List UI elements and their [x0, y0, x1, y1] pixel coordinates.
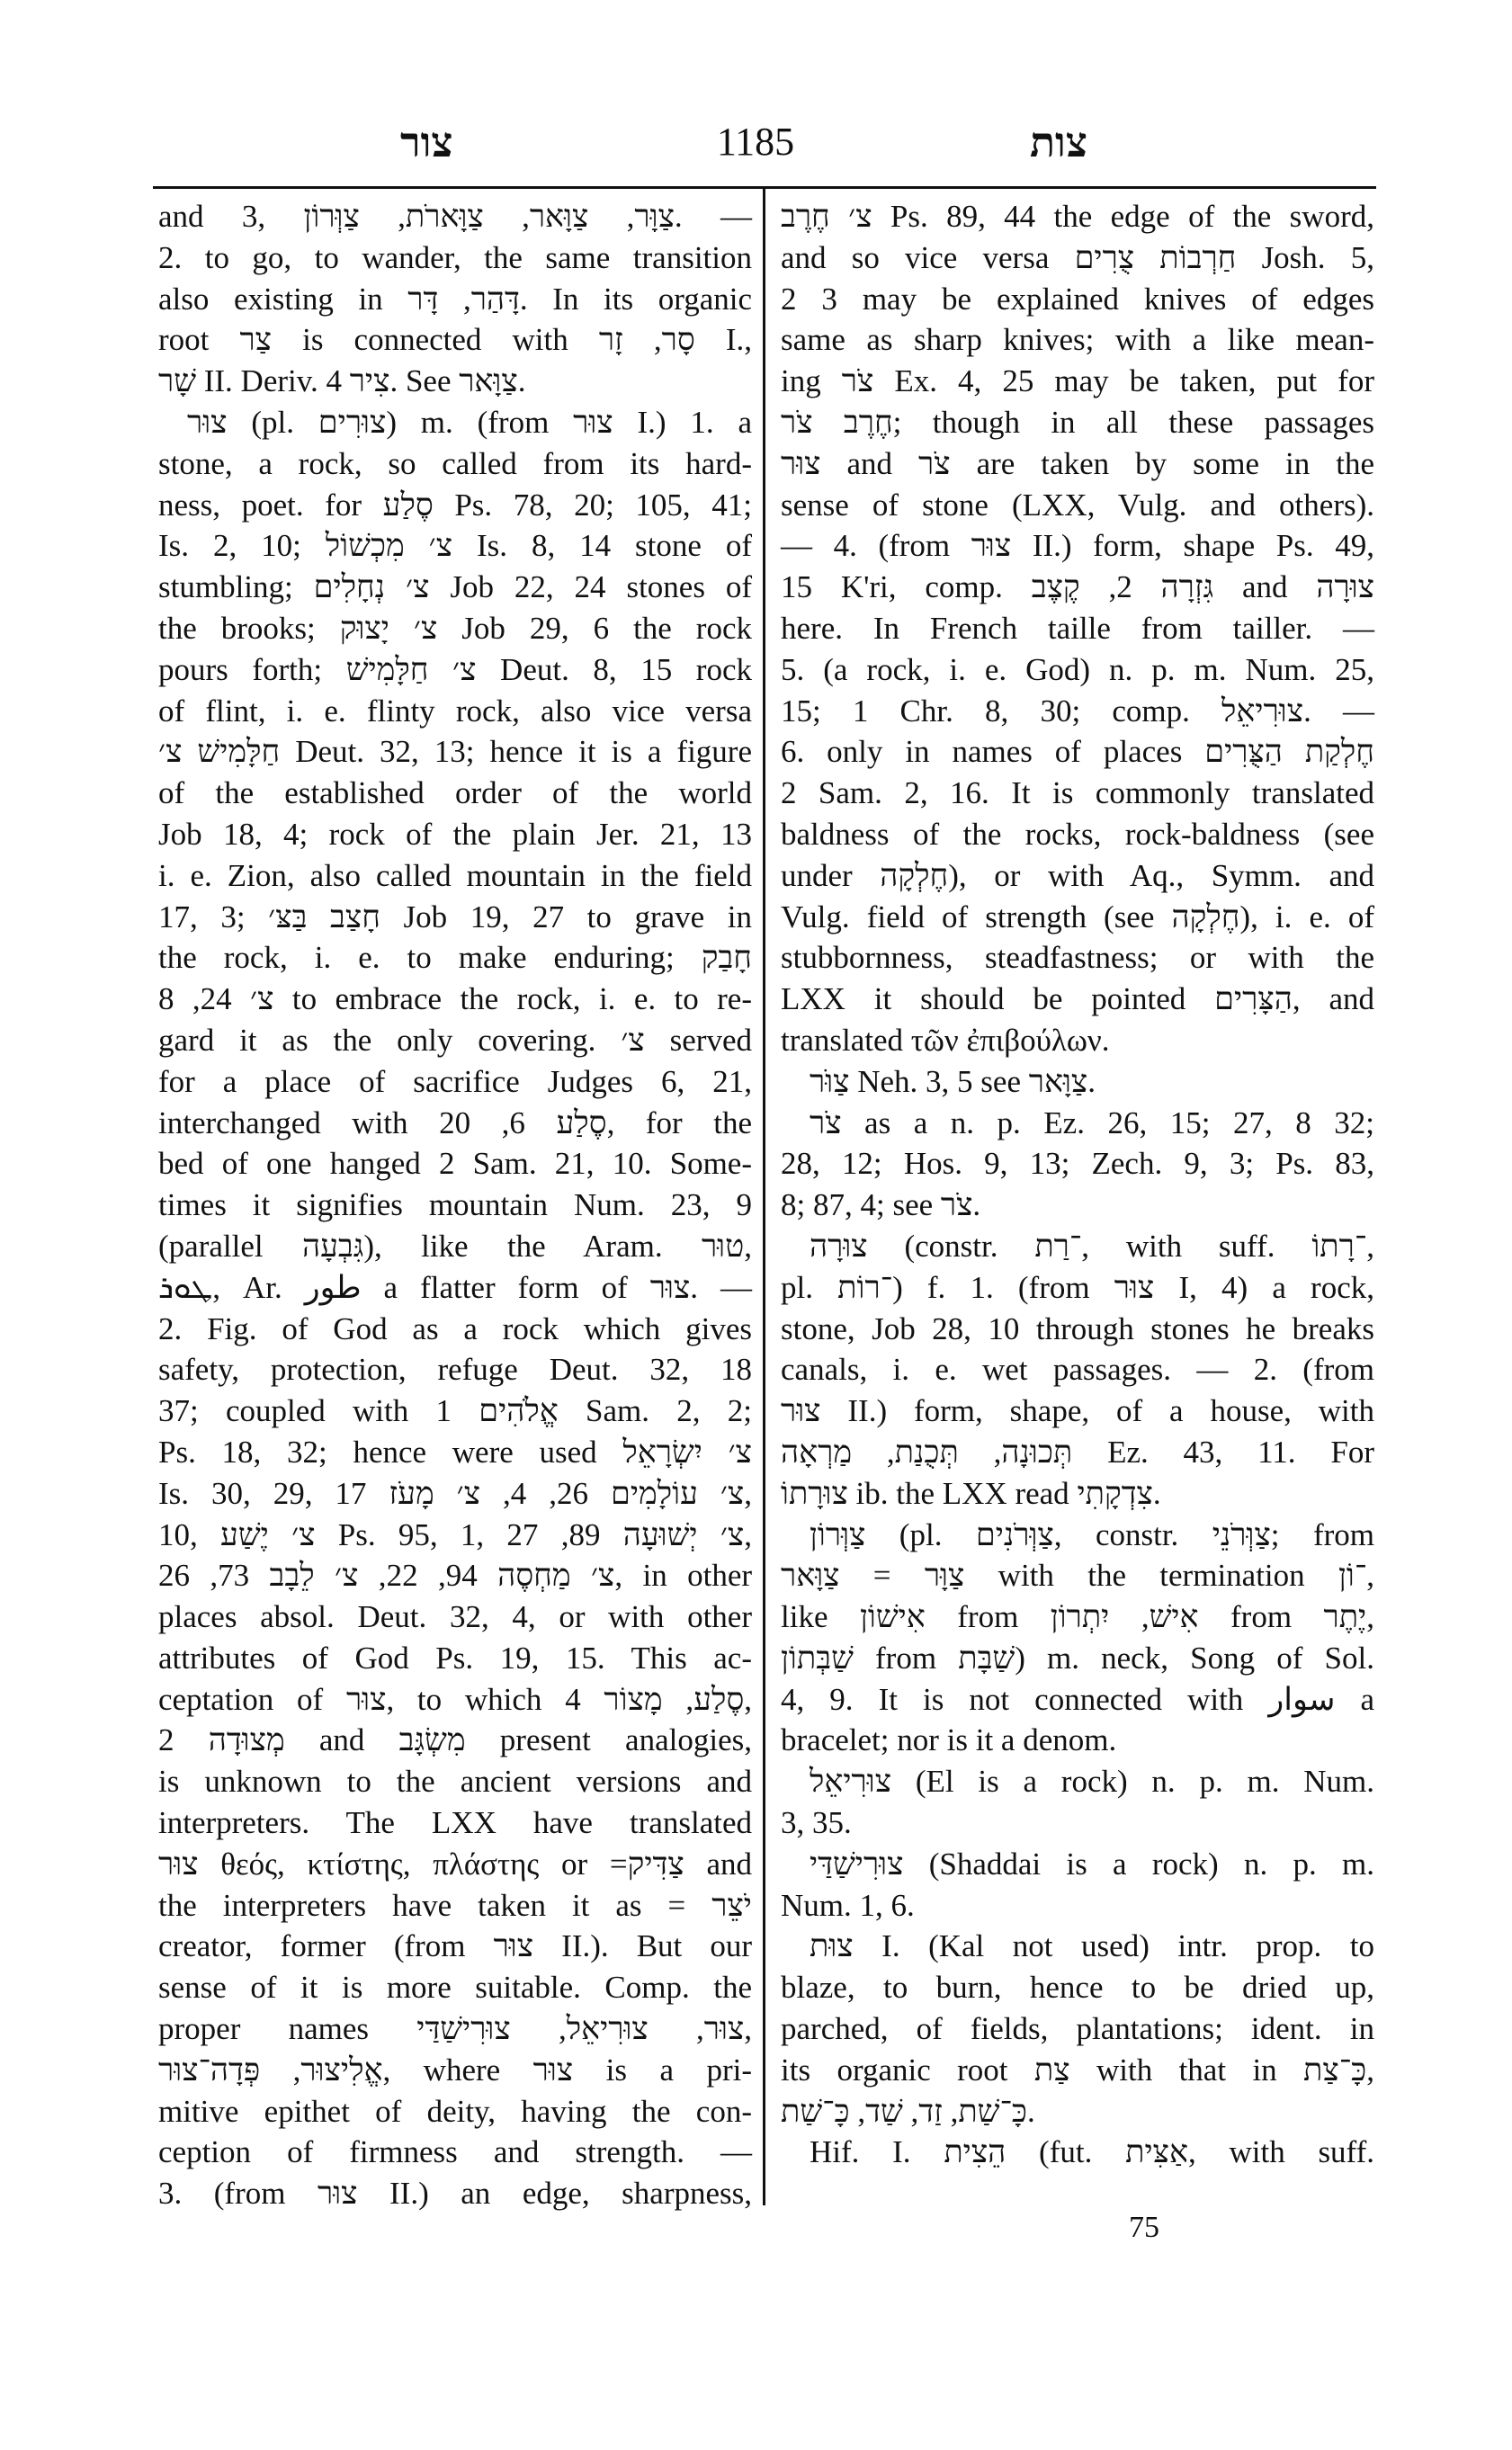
text-line: and so vice versa חַרְבוֹת צֻרִים Josh. 5, [781, 239, 1374, 275]
text-line: צוּר and צֹר are taken by some in the [781, 445, 1374, 481]
text-line: pl. ־רוֹת) f. 1. (from צוּר I, 4) a rock, [781, 1269, 1374, 1305]
text-line: חֶרֶב צֹר; though in all these passages [781, 404, 1374, 440]
text-line: 2 3 may be explained knives of edges [781, 281, 1374, 317]
text-line: מְצוּדָה 2 and מִשְׂגָּב present analogies, [158, 1722, 752, 1758]
text-line: 37; coupled with אֱלֹהִים 1 Sam. 2, 2; [158, 1393, 752, 1429]
text-line: כָּ־שַׁת, זַד, שַׁד, כָּ־שַׁת. [781, 2093, 1035, 2129]
page-number: 1185 [716, 120, 795, 164]
text-line: צוּת I. (Kal not used) intr. prop. to [810, 1928, 1374, 1964]
text-line: mitive epithet of deity, having the con- [158, 2093, 752, 2129]
text-line: צַוָּר = צַוָּאר with the termination ־וֹן, [781, 1558, 1374, 1594]
text-line: stumbling; צ׳ נְחָלִים Job 22, 24 stones of [158, 569, 753, 605]
text-line: צוּר θεός, κτίστης, πλάστης or =צַדִּיק and [158, 1846, 752, 1882]
text-line: stone, Job 28, 10 through stones he breaks [781, 1310, 1374, 1346]
text-line: creator, former (from צוּר II.). But our [158, 1928, 752, 1964]
text-line: ܛܘܪ, Ar. طور a flatter form of צוּר. — [158, 1269, 752, 1305]
text-line: places absol. Deut. 32, 4, or with other [158, 1599, 752, 1635]
text-line: אֱלִיצוּר, פְּדָה־צוּר, where צוּר is a pri- [158, 2052, 752, 2088]
running-head-left-word: צור [400, 118, 453, 166]
text-line: the rock, i. e. to make enduring; חָבַק [158, 940, 752, 976]
text-line: צוּר (pl. צוּרִים) m. (from צוּר I.) 1. a [187, 404, 752, 440]
text-line: same as sharp knives; with a like mean- [781, 322, 1374, 358]
text-line: translated τῶν ἐπιβούλων. [781, 1022, 1110, 1058]
text-line: 17, 3; חָצַב בַּצּ׳ Job 19, 27 to grave in [158, 899, 752, 934]
text-line: parched, of fields, plantations; ident. in [781, 2011, 1374, 2047]
text-line: Is. 2, 10; צ׳ מִכְשׁוֹל Is. 8, 14 stone of [158, 528, 752, 564]
text-line: 5. (a rock, i. e. God) n. p. m. Num. 25, [781, 651, 1374, 687]
text-line: 28, 12; Hos. 9, 13; Zech. 9, 3; Ps. 83, [781, 1146, 1374, 1182]
text-line: is unknown to the ancient versions and [158, 1764, 752, 1800]
text-line: Hif. I. הֵצִית (fut. אַצִּית, with suff. [810, 2134, 1374, 2170]
text-line: of flint, i. e. flinty rock, also vice versa [158, 693, 752, 729]
text-line: pours forth; צ׳ חַלָּמִישׁ Deut. 8, 15 rock [158, 651, 752, 687]
text-line: stone, a rock, so called from its hard- [158, 445, 752, 481]
text-line: interpreters. The LXX have translated [158, 1805, 752, 1841]
text-line: 2. to go, to wander, the same transition [158, 239, 752, 275]
text-line: ception of firmness and strength. — [158, 2134, 752, 2170]
text-line: the brooks; צ׳ יָצוּק Job 29, 6 the rock [158, 610, 752, 646]
signature-mark: 75 [1129, 2211, 1159, 2244]
text-line: צוּר II.) form, shape, of a house, with [781, 1393, 1374, 1429]
text-line: 2 Sam. 2, 16. It is commonly translated [781, 775, 1374, 811]
text-line: צוּרָה (constr. ־רַת, with suff. ־רָתוֹ, [810, 1228, 1374, 1264]
text-line: and 3, צַוָּר, צַוָּאר, צַוָּארֹת, צַוְּרוֹן. — [158, 199, 752, 234]
text-line: ceptation of צוּר, to which סֶלַע, מָצוֹר 4, [158, 1681, 752, 1717]
text-line: sense of stone (LXX, Vulg. and others). [781, 487, 1374, 523]
text-line: here. In French taille from tailler. — [781, 610, 1374, 646]
left-column [158, 196, 752, 2214]
text-line: 4, 9. It is not connected with سوار a [781, 1681, 1374, 1717]
text-line: under חֶלְקָה), or with Aq., Symm. and [781, 857, 1374, 893]
text-line: 2. Fig. of God as a rock which gives [158, 1310, 752, 1346]
right-column [781, 196, 1374, 2173]
text-line: times it signifies mountain Num. 23, 9 [158, 1187, 752, 1223]
column-divider [763, 186, 765, 2205]
text-line: bed of one hanged 2 Sam. 21, 10. Some- [158, 1146, 752, 1182]
text-line: 15; 1 Chr. 8, 30; comp. צוּרִיאֵל. — [781, 693, 1374, 729]
text-line: צַוֹּר Neh. 3, 5 see צַוָּאר. [810, 1063, 1096, 1099]
text-line: צוּרִיאֵל (El is a rock) n. p. m. Num. [810, 1764, 1374, 1800]
text-line: Num. 1, 6. [781, 1887, 915, 1923]
text-line: 6. only in names of places חֶלְקַת הַצֻּרִים [781, 734, 1374, 770]
text-line: canals, i. e. wet passages. — 2. (from [781, 1352, 1374, 1388]
text-line: the interpreters have taken it as = יֹצֵר [158, 1887, 752, 1923]
text-line: צ׳ חֶרֶב Ps. 89, 44 the edge of the sword, [781, 199, 1374, 234]
running-head-right-word: צות [1030, 118, 1087, 166]
text-line: 15 K'ri, comp. גִּזְרָה 2, קֶצֶב and צוּרָה [781, 569, 1374, 605]
text-line: proper names צוּר, צוּרִיאֵל, צוּרִישַׁדַּי, [158, 2011, 752, 2047]
text-line: 8; 87, 4; see צֹר. [781, 1187, 981, 1223]
text-line: Job 18, 4; rock of the plain Jer. 21, 13 [158, 816, 752, 852]
text-line: stubbornness, steadfastness; or with the [781, 940, 1374, 976]
text-line: sense of it is more suitable. Comp. the [158, 1970, 752, 2006]
text-line: interchanged with סֶלַע 6, 20, for the [158, 1104, 753, 1140]
text-line: צ׳ 24, 8 to embrace the rock, i. e. to re- [158, 981, 752, 1017]
text-line: צ׳ מַחְסֶה 94, 22, צ׳ לֵבָב 73, 26, in other [158, 1558, 753, 1594]
text-line: — 4. (from צוּר II.) form, shape Ps. 49, [781, 528, 1374, 564]
text-line: ing צֹר Ex. 4, 25 may be taken, put for [781, 363, 1374, 399]
text-line: צַוְּרוֹן (pl. צַוְּרֹנִים, constr. צַוְּרֹנֵי; from [810, 1516, 1374, 1552]
text-line: חַלָּמִישׁ צ׳ Deut. 32, 13; hence it is a figure [158, 734, 752, 770]
text-line: for a place of sacrifice Judges 6, 21, [158, 1063, 752, 1099]
text-line: תְּכוּנָה, תְּכֻנַת, מַרְאָה Ez. 43, 11. For [781, 1434, 1374, 1470]
text-line: Ps. 18, 32; hence were used צ׳ יִשְׂרָאֵל [158, 1434, 752, 1470]
text-line: צֹר as a n. p. Ez. 26, 15; 27, 8 32; [810, 1104, 1374, 1140]
text-line: bracelet; nor is it a denom. [781, 1722, 1117, 1758]
text-line: שַׁבְּתוֹן from שַׁבָּת) m. neck, Song of Sol. [781, 1640, 1374, 1676]
text-line: also existing in דָּהַר, דָּר. In its organic [158, 281, 753, 317]
text-line: baldness of the rocks, rock-baldness (see [781, 816, 1374, 852]
text-line: Vulg. field of strength (see חֶלְקָה), i. e. of [781, 899, 1374, 934]
text-line: its organic root צַת with that in כָּ־צַת, [781, 2052, 1374, 2088]
text-line: 10, צ׳ יֶשַׁע Ps. 95, 1, צ׳ יְשׁוּעָה 89, 27, [158, 1516, 753, 1552]
text-line: שָׁר II. Deriv. צִיר 4. See צַוָּאר. [158, 363, 526, 399]
text-line: 3. (from צוּר II.) an edge, sharpness, [158, 2176, 752, 2212]
text-line: like אִישׁוֹן from אִישׁ, יִתְרוֹן from יֶתֶר, [781, 1599, 1374, 1635]
text-line: blaze, to burn, hence to be dried up, [781, 1970, 1374, 2006]
text-line: (parallel גִּבְעָה), like the Aram. טוּר, [158, 1228, 753, 1264]
text-line: LXX it should be pointed הַצָּרִים, and [781, 981, 1374, 1017]
text-line: ness, poet. for סֶלַע Ps. 78, 20; 105, 41; [158, 487, 752, 523]
text-line: attributes of God Ps. 19, 15. This ac- [158, 1640, 752, 1676]
text-line: i. e. Zion, also called mountain in the field [158, 857, 752, 893]
text-line: 3, 35. [781, 1805, 852, 1841]
text-line: Is. 30, 29, צ׳ עוֹלָמִים 26, 4, צ׳ מָעֹז 17, [158, 1475, 753, 1511]
text-line: gard it as the only covering. צ׳ served [158, 1022, 752, 1058]
text-line: צוּרִישַׁדַּי (Shaddai is a rock) n. p. m. [810, 1846, 1374, 1882]
text-line: safety, protection, refuge Deut. 32, 18 [158, 1352, 752, 1388]
text-line: צוּרָתוֹ ib. the LXX read צִדְקָתִי. [781, 1475, 1161, 1511]
text-line: of the established order of the world [158, 775, 752, 811]
text-line: root צַר is connected with סָר, זָר I., [158, 322, 753, 358]
